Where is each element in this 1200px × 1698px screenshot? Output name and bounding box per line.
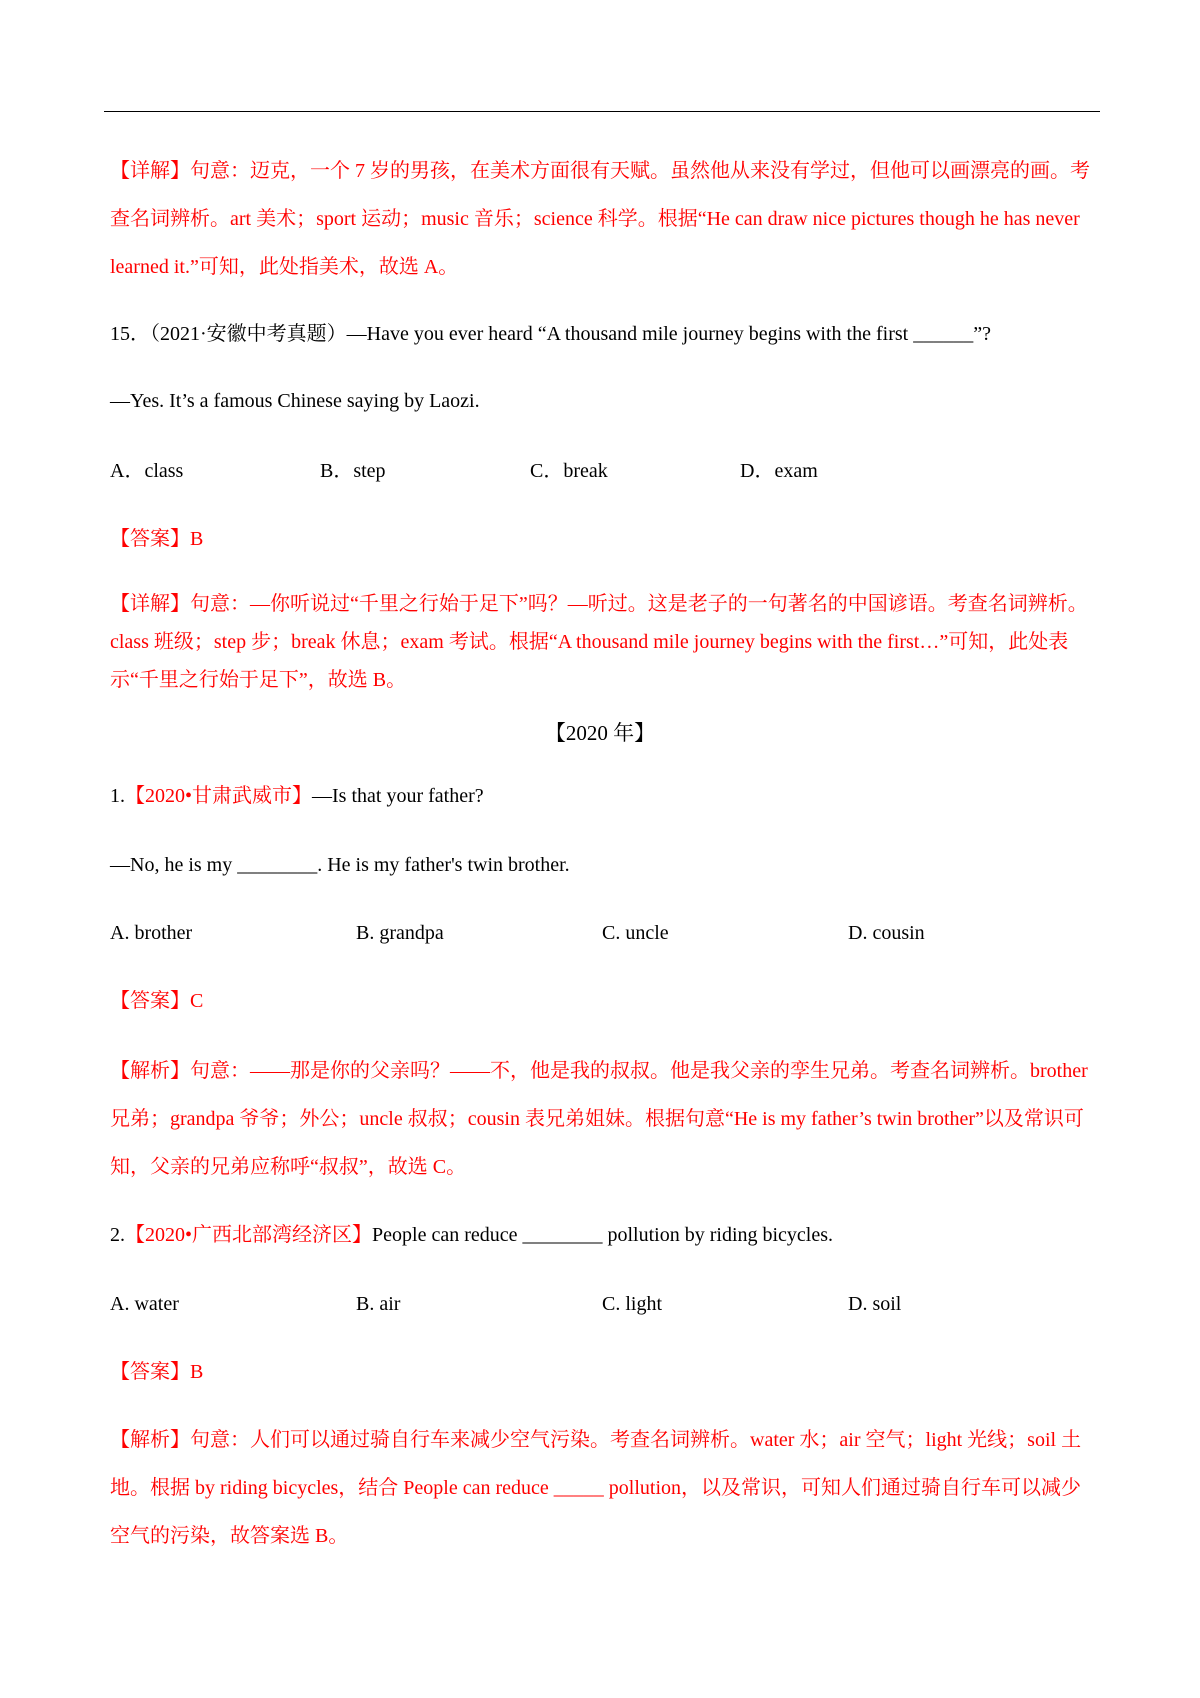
option-a: A. water xyxy=(110,1293,179,1315)
option-b: B．step xyxy=(320,460,386,482)
question-1-text: —Is that your father? xyxy=(312,785,484,807)
option-a: A. brother xyxy=(110,922,193,944)
explanation-q15: 【详解】句意：—你听说过“千里之行始于足下”吗？—听过。这是老子的一句著名的中国谚语。考查名词辨析。class 班级；step 步；break 休息；exam 考试。根据“A thousand mile journey begins with the first…”可知，此处表示“千里之行始于足下”，故选 B。 xyxy=(110,593,1088,691)
question-1-number: 1. xyxy=(110,785,125,807)
option-d: D．exam xyxy=(740,460,818,482)
question-1 xyxy=(110,781,484,811)
option-b: B. air xyxy=(356,1293,401,1315)
question-15 xyxy=(110,319,991,349)
option-c: C. light xyxy=(602,1293,663,1315)
year-heading: 【2020 年】 xyxy=(544,721,656,745)
question-1-source: 【2020•甘肃武威市】 xyxy=(125,785,313,807)
question-1-options xyxy=(0,918,1200,948)
option-a: A．class xyxy=(110,460,184,482)
question-2-options xyxy=(0,1289,1200,1319)
question-15-options xyxy=(0,456,1200,486)
question-1-reply: —No, he is my ________. He is my father's twin brother. xyxy=(110,854,570,876)
question-2-source: 【2020•广西北部湾经济区】 xyxy=(125,1224,373,1246)
explanation-q14: 【详解】句意：迈克，一个 7 岁的男孩，在美术方面很有天赋。虽然他从来没有学过，但他可以画漂亮的画。考查名词辨析。art 美术；sport 运动；music 音乐；science 科学。根据“He can draw nice pictures though he has never learned it.”可知，此处指美术，故选 A。 xyxy=(110,160,1090,278)
option-c: C．break xyxy=(530,460,608,482)
answer-15: 【答案】B xyxy=(110,528,204,550)
question-2 xyxy=(110,1220,833,1250)
question-2-text: People can reduce ________ pollution by riding bicycles. xyxy=(372,1224,834,1246)
answer-2: 【答案】B xyxy=(110,1361,204,1383)
header-rule xyxy=(104,111,1100,112)
option-d: D. soil xyxy=(848,1293,902,1315)
explanation-q2: 【解析】句意：人们可以通过骑自行车来减少空气污染。考查名词辨析。water 水；air 空气；light 光线；soil 土地。根据 by riding bicycles，结合 People can reduce _____ pollution，以及常识，可知人们通过骑自行车可以减少空气的污染，故答案选 B。 xyxy=(110,1429,1082,1547)
question-15-prefix: 15．（2021·安徽中考真题） xyxy=(110,323,347,345)
option-d: D. cousin xyxy=(848,922,925,944)
option-b: B. grandpa xyxy=(356,922,444,944)
option-c: C. uncle xyxy=(602,922,669,944)
answer-1: 【答案】C xyxy=(110,990,204,1012)
question-15-text: —Have you ever heard “A thousand mile journey begins with the first ______”? xyxy=(346,323,991,345)
explanation-q1: 【解析】句意：——那是你的父亲吗？——不，他是我的叔叔。他是我父亲的孪生兄弟。考查名词辨析。brother 兄弟；grandpa 爷爷；外公；uncle 叔叔；cousin 表兄弟姐妹。根据句意“He is my father’s twin brother”以及常识可知，父亲的兄弟应称呼“叔叔”，故选 C。 xyxy=(110,1060,1088,1178)
question-2-number: 2. xyxy=(110,1224,125,1246)
question-15-reply: —Yes. It’s a famous Chinese saying by Laozi. xyxy=(110,390,480,412)
